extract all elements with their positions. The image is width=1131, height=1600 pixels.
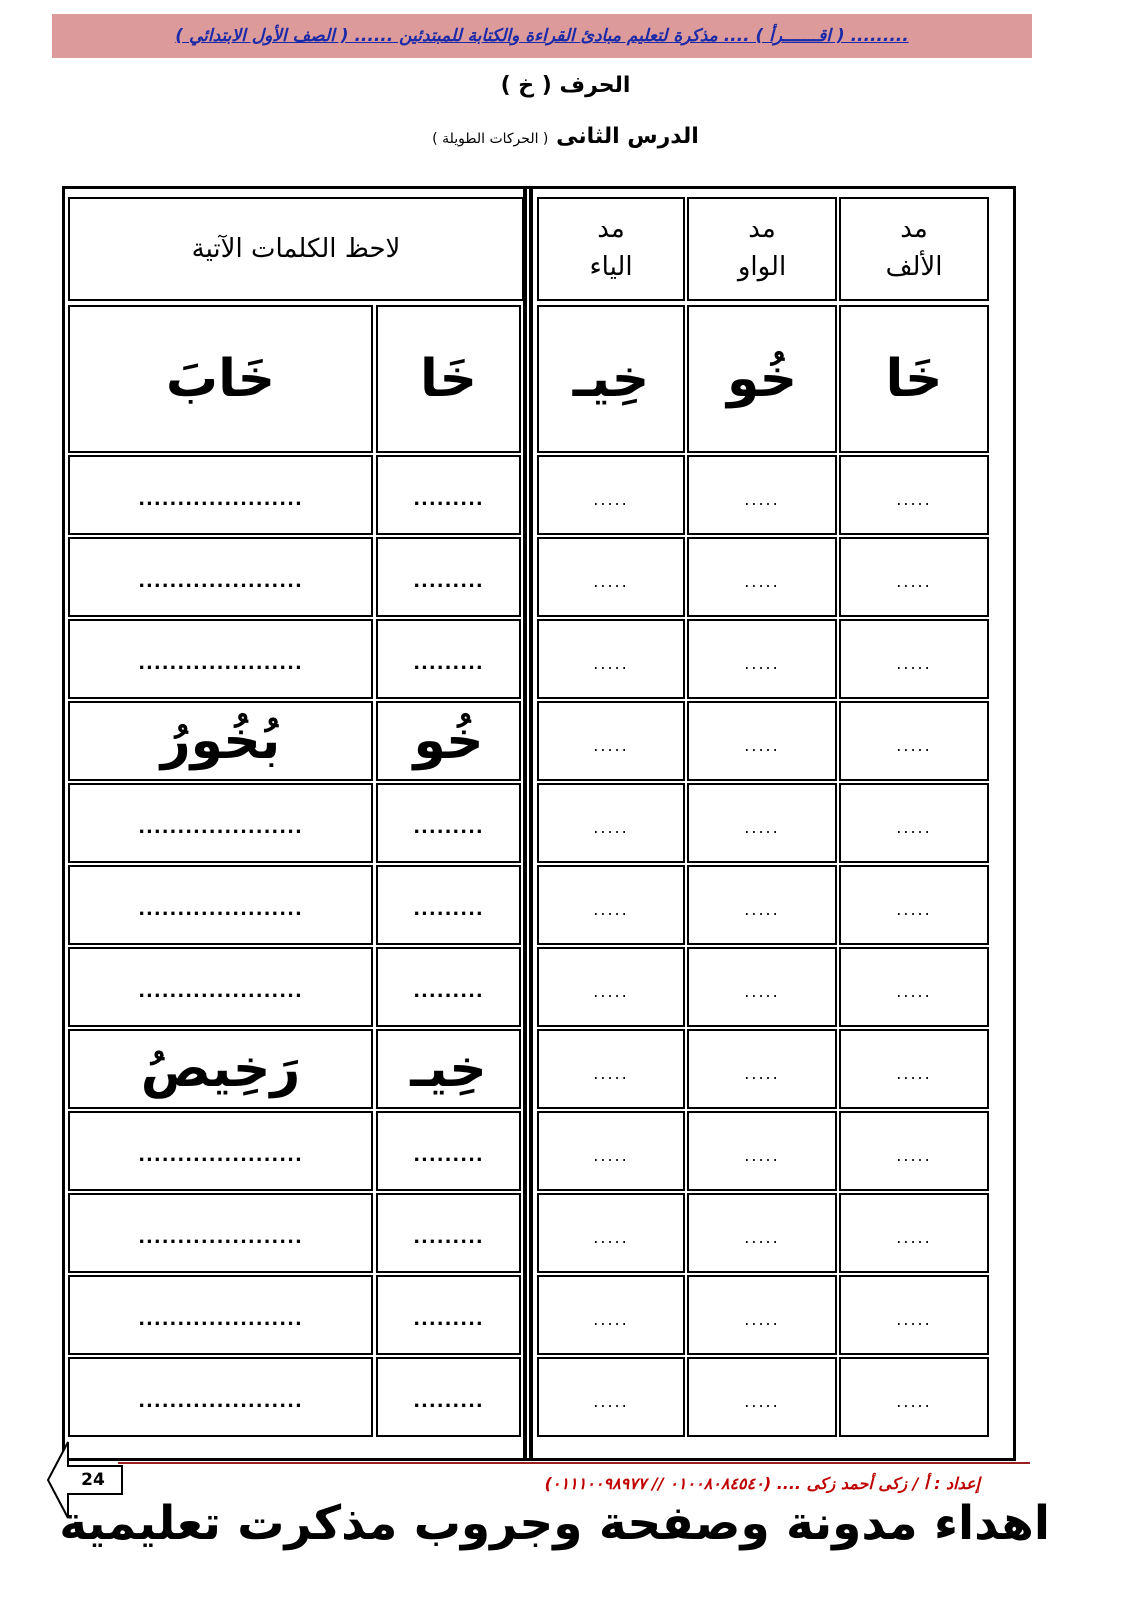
row-10-ya-cell-text: .....: [593, 1227, 629, 1247]
row-8-syllable-cell: [376, 1029, 521, 1109]
row-7-ya-cell-text: .....: [593, 981, 629, 1001]
row-3-alif-cell-text: .....: [896, 653, 932, 673]
row-11-ya-cell-text: .....: [593, 1309, 629, 1329]
worksheet-table: [62, 186, 1016, 1461]
lesson-title: [0, 124, 1131, 149]
row-11-alif-cell-text: .....: [896, 1309, 932, 1329]
lesson-title-label: الدرس الثانى: [556, 124, 699, 149]
row-8-alif-cell-text: .....: [896, 1063, 932, 1083]
row-1-waw-cell-text: .....: [744, 489, 780, 509]
row-6-word-cell-text: .....................: [138, 898, 303, 920]
row-4-word-cell: [68, 701, 373, 781]
row-2-alif-cell-text: .....: [896, 571, 932, 591]
row-1-syllable-cell[interactable]: [376, 455, 521, 535]
row-7-alif-cell[interactable]: [839, 947, 989, 1027]
header-madd-waw: [687, 197, 837, 301]
row-2-waw-cell[interactable]: [687, 537, 837, 617]
header-madd-ya: [537, 197, 685, 301]
row-2-word-cell-text: .....................: [138, 570, 303, 592]
row-0-alif-cell-text: خَا: [885, 349, 943, 409]
row-6-word-cell[interactable]: [68, 865, 373, 945]
row-8-ya-cell-text: .....: [593, 1063, 629, 1083]
row-5-alif-cell-text: .....: [896, 817, 932, 837]
row-10-syllable-cell[interactable]: [376, 1193, 521, 1273]
row-2-waw-cell-text: .....: [744, 571, 780, 591]
row-7-waw-cell-text: .....: [744, 981, 780, 1001]
row-9-ya-cell[interactable]: [537, 1111, 685, 1191]
row-11-syllable-cell-text: .........: [413, 1308, 484, 1330]
row-8-word-cell-text: رَخِيصُ: [140, 1039, 301, 1099]
footer-divider: [118, 1462, 1030, 1464]
row-3-syllable-cell-text: .........: [413, 652, 484, 674]
column-separator-left: [523, 189, 527, 1458]
row-4-syllable-cell-text: خُو: [413, 711, 484, 771]
row-3-word-cell-text: .....................: [138, 652, 303, 674]
row-1-waw-cell[interactable]: [687, 455, 837, 535]
row-10-waw-cell-text: .....: [744, 1227, 780, 1247]
row-5-word-cell-text: .....................: [138, 816, 303, 838]
row-10-alif-cell-text: .....: [896, 1227, 932, 1247]
row-2-syllable-cell[interactable]: [376, 537, 521, 617]
row-11-word-cell-text: .....................: [138, 1308, 303, 1330]
row-8-alif-cell[interactable]: [839, 1029, 989, 1109]
lesson-title-topic: ( الحركات الطويلة ): [432, 131, 549, 147]
row-2-ya-cell-text: .....: [593, 571, 629, 591]
row-9-word-cell-text: .....................: [138, 1144, 303, 1166]
row-5-word-cell[interactable]: [68, 783, 373, 863]
row-0-word-cell-text: خَابَ: [165, 349, 276, 409]
row-7-word-cell-text: .....................: [138, 980, 303, 1002]
header-observe-words-text: لاحظ الكلمات الآتية: [191, 234, 401, 264]
row-12-syllable-cell[interactable]: [376, 1357, 521, 1437]
row-4-waw-cell-text: .....: [744, 735, 780, 755]
row-9-word-cell[interactable]: [68, 1111, 373, 1191]
row-4-alif-cell[interactable]: [839, 701, 989, 781]
header-title: ......... ( اقـــــــرأ ) .... مذكرة لتعليم مبادئ القراءة والكتابة للمبتدئين ...... ( الصف الأول الابتدائي ): [175, 26, 909, 46]
row-4-ya-cell[interactable]: [537, 701, 685, 781]
letter-title: [0, 73, 1131, 98]
row-8-ya-cell[interactable]: [537, 1029, 685, 1109]
row-12-alif-cell[interactable]: [839, 1357, 989, 1437]
header-madd-alif-text: مد الألف: [885, 214, 943, 282]
row-4-ya-cell-text: .....: [593, 735, 629, 755]
row-5-waw-cell-text: .....: [744, 817, 780, 837]
row-12-waw-cell-text: .....: [744, 1391, 780, 1411]
row-9-ya-cell-text: .....: [593, 1145, 629, 1165]
row-2-ya-cell[interactable]: [537, 537, 685, 617]
row-1-alif-cell-text: .....: [896, 489, 932, 509]
row-2-alif-cell[interactable]: [839, 537, 989, 617]
row-6-ya-cell-text: .....: [593, 899, 629, 919]
row-11-word-cell[interactable]: [68, 1275, 373, 1355]
row-5-ya-cell[interactable]: [537, 783, 685, 863]
row-3-waw-cell[interactable]: [687, 619, 837, 699]
row-4-word-cell-text: بُخُورُ: [160, 711, 281, 771]
row-0-alif-cell: [839, 305, 989, 453]
row-10-waw-cell[interactable]: [687, 1193, 837, 1273]
row-0-ya-cell-text: خِيـ: [572, 349, 650, 409]
row-3-waw-cell-text: .....: [744, 653, 780, 673]
row-12-alif-cell-text: .....: [896, 1391, 932, 1411]
column-separator-right: [529, 189, 533, 1458]
row-2-syllable-cell-text: .........: [413, 570, 484, 592]
row-6-syllable-cell-text: .........: [413, 898, 484, 920]
row-1-alif-cell[interactable]: [839, 455, 989, 535]
row-11-ya-cell[interactable]: [537, 1275, 685, 1355]
row-6-alif-cell[interactable]: [839, 865, 989, 945]
row-12-syllable-cell-text: .........: [413, 1390, 484, 1412]
row-6-syllable-cell[interactable]: [376, 865, 521, 945]
row-11-waw-cell-text: .....: [744, 1309, 780, 1329]
header-madd-waw-text: مد الواو: [737, 214, 787, 282]
row-1-word-cell-text: .....................: [138, 488, 303, 510]
row-0-syllable-cell-text: خَا: [420, 349, 478, 409]
row-3-ya-cell[interactable]: [537, 619, 685, 699]
row-8-waw-cell-text: .....: [744, 1063, 780, 1083]
row-1-word-cell[interactable]: [68, 455, 373, 535]
row-4-alif-cell-text: .....: [896, 735, 932, 755]
row-12-waw-cell[interactable]: [687, 1357, 837, 1437]
row-10-word-cell-text: .....................: [138, 1226, 303, 1248]
row-7-alif-cell-text: .....: [896, 981, 932, 1001]
row-9-syllable-cell-text: .........: [413, 1144, 484, 1166]
row-4-waw-cell[interactable]: [687, 701, 837, 781]
row-0-syllable-cell: [376, 305, 521, 453]
letter-title-letter: ( خ ): [500, 73, 552, 98]
row-12-ya-cell[interactable]: [537, 1357, 685, 1437]
header-band: [52, 14, 1032, 58]
row-8-syllable-cell-text: خِيـ: [410, 1039, 487, 1099]
row-1-syllable-cell-text: .........: [413, 488, 484, 510]
row-7-syllable-cell[interactable]: [376, 947, 521, 1027]
row-9-alif-cell-text: .....: [896, 1145, 932, 1165]
row-6-waw-cell[interactable]: [687, 865, 837, 945]
header-observe-words: [68, 197, 524, 301]
header-madd-alif: [839, 197, 989, 301]
row-3-word-cell[interactable]: [68, 619, 373, 699]
letter-title-label: الحرف: [559, 73, 631, 98]
row-11-syllable-cell[interactable]: [376, 1275, 521, 1355]
worksheet-grid: [65, 189, 1013, 1458]
author-credit: إعداد : أ / زكى أحمد زكى .... (٠١٠٠٨٠٨٤٥٤٠ // ٠١١١٠٠٩٨٩٧٧): [544, 1474, 980, 1493]
row-7-ya-cell[interactable]: [537, 947, 685, 1027]
row-5-waw-cell[interactable]: [687, 783, 837, 863]
row-10-alif-cell[interactable]: [839, 1193, 989, 1273]
row-12-ya-cell-text: .....: [593, 1391, 629, 1411]
row-9-waw-cell[interactable]: [687, 1111, 837, 1191]
row-1-ya-cell[interactable]: [537, 455, 685, 535]
row-0-ya-cell: [537, 305, 685, 453]
row-11-waw-cell[interactable]: [687, 1275, 837, 1355]
row-8-waw-cell[interactable]: [687, 1029, 837, 1109]
row-0-waw-cell-text: خُو: [726, 349, 798, 409]
row-1-ya-cell-text: .....: [593, 489, 629, 509]
row-0-waw-cell: [687, 305, 837, 453]
row-7-waw-cell[interactable]: [687, 947, 837, 1027]
row-3-alif-cell[interactable]: [839, 619, 989, 699]
row-12-word-cell[interactable]: [68, 1357, 373, 1437]
gift-dedication: اهداء مدونة وصفحة وجروب مذكرت تعليمية: [59, 1496, 1050, 1551]
row-10-word-cell[interactable]: [68, 1193, 373, 1273]
row-9-alif-cell[interactable]: [839, 1111, 989, 1191]
row-5-alif-cell[interactable]: [839, 783, 989, 863]
row-5-ya-cell-text: .....: [593, 817, 629, 837]
row-8-word-cell: [68, 1029, 373, 1109]
row-5-syllable-cell-text: .........: [413, 816, 484, 838]
row-6-waw-cell-text: .....: [744, 899, 780, 919]
row-6-alif-cell-text: .....: [896, 899, 932, 919]
row-3-syllable-cell[interactable]: [376, 619, 521, 699]
row-9-syllable-cell[interactable]: [376, 1111, 521, 1191]
row-3-ya-cell-text: .....: [593, 653, 629, 673]
row-7-word-cell[interactable]: [68, 947, 373, 1027]
row-11-alif-cell[interactable]: [839, 1275, 989, 1355]
row-4-syllable-cell: [376, 701, 521, 781]
row-7-syllable-cell-text: .........: [413, 980, 484, 1002]
header-madd-ya-text: مد الياء: [589, 214, 633, 282]
row-12-word-cell-text: .....................: [138, 1390, 303, 1412]
row-0-word-cell: [68, 305, 373, 453]
row-10-syllable-cell-text: .........: [413, 1226, 484, 1248]
row-10-ya-cell[interactable]: [537, 1193, 685, 1273]
row-5-syllable-cell[interactable]: [376, 783, 521, 863]
page-number: 24: [81, 1470, 105, 1490]
row-6-ya-cell[interactable]: [537, 865, 685, 945]
row-2-word-cell[interactable]: [68, 537, 373, 617]
row-9-waw-cell-text: .....: [744, 1145, 780, 1165]
